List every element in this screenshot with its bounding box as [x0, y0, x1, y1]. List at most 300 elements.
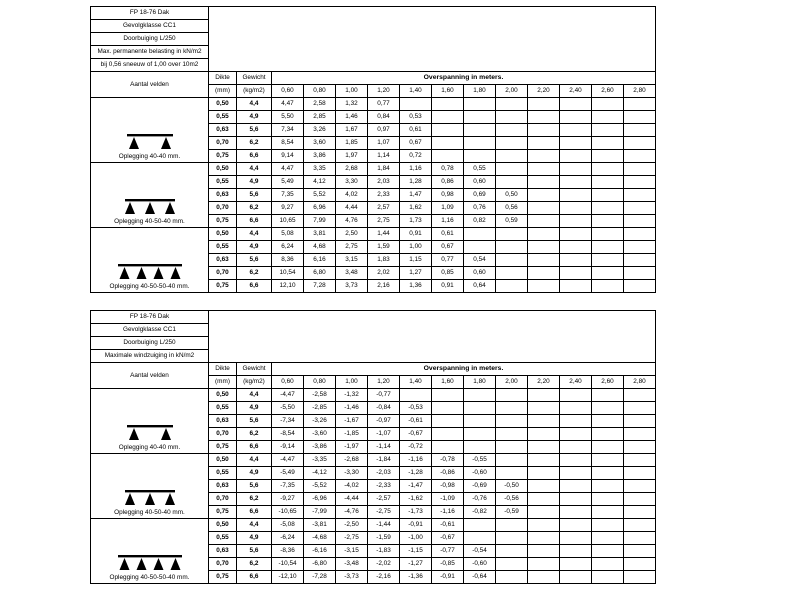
span-header: 1,60: [432, 376, 464, 389]
empty-cell: [464, 519, 496, 532]
empty-cell: [592, 111, 624, 124]
beam-icon: [118, 555, 182, 557]
support-group-cell: [91, 228, 209, 293]
dikte-cell: 0,50: [209, 98, 237, 111]
value-cell: -2,57: [368, 493, 400, 506]
value-cell: -1,36: [400, 571, 432, 584]
empty-cell: [464, 98, 496, 111]
value-cell: -4,02: [336, 480, 368, 493]
value-cell: -3,81: [304, 519, 336, 532]
empty-cell: [592, 267, 624, 280]
value-cell: 0,77: [432, 254, 464, 267]
value-cell: 7,35: [272, 189, 304, 202]
value-cell: -0,77: [368, 389, 400, 402]
value-cell: -1,28: [400, 467, 432, 480]
dikte-cell: 0,70: [209, 558, 237, 571]
empty-cell: [432, 137, 464, 150]
dikte-cell: 0,63: [209, 124, 237, 137]
span-header: 0,60: [272, 376, 304, 389]
support-triangle-icon: [145, 493, 155, 505]
aantal-velden-header: Aantal velden: [91, 72, 209, 98]
value-cell: 9,27: [272, 202, 304, 215]
beam-icon: [127, 134, 173, 136]
info-line: Gevolgklasse CC1: [91, 20, 209, 33]
dikte-cell: 0,63: [209, 189, 237, 202]
value-cell: 4,47: [272, 98, 304, 111]
value-cell: 0,54: [464, 254, 496, 267]
support-diagram-4-icon: [118, 553, 182, 571]
empty-cell: [624, 493, 656, 506]
span-header: 0,80: [304, 376, 336, 389]
value-cell: 3,60: [304, 137, 336, 150]
value-cell: -7,35: [272, 480, 304, 493]
empty-cell: [592, 163, 624, 176]
value-cell: -3,48: [336, 558, 368, 571]
empty-cell: [496, 137, 528, 150]
empty-cell: [496, 532, 528, 545]
value-cell: 3,48: [336, 267, 368, 280]
empty-cell: [624, 415, 656, 428]
value-cell: -4,47: [272, 389, 304, 402]
empty-cell: [592, 189, 624, 202]
support-caption: Oplegging 40-50-50-40 mm.: [109, 574, 190, 581]
value-cell: 3,35: [304, 163, 336, 176]
value-cell: 0,91: [400, 228, 432, 241]
value-cell: 0,77: [368, 98, 400, 111]
value-cell: -0,91: [400, 519, 432, 532]
empty-cell: [528, 189, 560, 202]
span-header: 0,80: [304, 85, 336, 98]
info-line: Maximale windzuiging in kN/m2: [91, 350, 209, 363]
empty-cell: [464, 428, 496, 441]
empty-cell: [464, 241, 496, 254]
empty-cell: [624, 441, 656, 454]
value-cell: 4,12: [304, 176, 336, 189]
value-cell: 1,67: [336, 124, 368, 137]
dikte-cell: 0,63: [209, 254, 237, 267]
gewicht-cell: 4,9: [237, 241, 272, 254]
dikte-cell: 0,70: [209, 202, 237, 215]
empty-cell: [464, 228, 496, 241]
value-cell: -3,60: [304, 428, 336, 441]
empty-cell: [560, 254, 592, 267]
value-cell: 8,36: [272, 254, 304, 267]
empty-cell: [528, 467, 560, 480]
support-triangle-icon: [125, 202, 135, 214]
value-cell: -0,86: [432, 467, 464, 480]
empty-cell: [592, 150, 624, 163]
value-cell: 0,91: [432, 280, 464, 293]
value-cell: 1,85: [336, 137, 368, 150]
value-cell: -1,46: [336, 402, 368, 415]
empty-cell: [496, 441, 528, 454]
empty-cell: [624, 189, 656, 202]
empty-cell: [496, 467, 528, 480]
empty-cell: [592, 428, 624, 441]
value-cell: 2,58: [304, 98, 336, 111]
support-triangle-icon: [125, 493, 135, 505]
value-cell: -1,32: [336, 389, 368, 402]
empty-cell: [528, 519, 560, 532]
table-row: [91, 163, 656, 176]
value-cell: 6,80: [304, 267, 336, 280]
empty-cell: [592, 571, 624, 584]
empty-cell: [432, 428, 464, 441]
value-cell: 3,73: [336, 280, 368, 293]
load-table-wind-suction: [90, 310, 656, 584]
value-cell: -1,62: [400, 493, 432, 506]
span-header: 2,00: [496, 376, 528, 389]
value-cell: -8,54: [272, 428, 304, 441]
value-cell: -4,68: [304, 532, 336, 545]
value-cell: 0,72: [400, 150, 432, 163]
dikte-cell: 0,75: [209, 441, 237, 454]
value-cell: 10,65: [272, 215, 304, 228]
value-cell: -0,78: [432, 454, 464, 467]
support-group-cell: [91, 454, 209, 519]
gewicht-cell: 6,6: [237, 571, 272, 584]
empty-cell: [624, 215, 656, 228]
gewicht-cell: 5,6: [237, 415, 272, 428]
empty-cell: [464, 441, 496, 454]
empty-cell: [560, 532, 592, 545]
empty-cell: [624, 111, 656, 124]
info-row: [91, 311, 656, 324]
support-diagram-4-icon: [118, 262, 182, 280]
empty-cell: [432, 415, 464, 428]
value-cell: -7,34: [272, 415, 304, 428]
gewicht-cell: 4,4: [237, 98, 272, 111]
empty-cell: [560, 428, 592, 441]
empty-cell: [400, 389, 432, 402]
value-cell: -1,15: [400, 545, 432, 558]
value-cell: 7,34: [272, 124, 304, 137]
empty-cell: [496, 519, 528, 532]
value-cell: 12,10: [272, 280, 304, 293]
value-cell: -0,60: [464, 467, 496, 480]
value-cell: -2,03: [368, 467, 400, 480]
value-cell: 2,02: [368, 267, 400, 280]
value-cell: 0,56: [496, 202, 528, 215]
empty-cell: [560, 189, 592, 202]
span-header: 1,00: [336, 376, 368, 389]
value-cell: 0,60: [464, 176, 496, 189]
value-cell: 3,30: [336, 176, 368, 189]
value-cell: -1,67: [336, 415, 368, 428]
overspanning-header: Overspanning in meters.: [272, 72, 656, 85]
support-group-cell: [91, 519, 209, 584]
empty-cell: [592, 519, 624, 532]
empty-cell: [496, 124, 528, 137]
empty-cell: [592, 241, 624, 254]
empty-cell: [592, 415, 624, 428]
empty-cell: [464, 137, 496, 150]
value-cell: 1,28: [400, 176, 432, 189]
value-cell: -3,73: [336, 571, 368, 584]
empty-cell: [528, 493, 560, 506]
empty-cell: [464, 415, 496, 428]
value-cell: 0,86: [432, 176, 464, 189]
empty-cell: [432, 150, 464, 163]
span-header: 2,60: [592, 376, 624, 389]
gewicht-cell: 4,4: [237, 228, 272, 241]
dikte-cell: 0,70: [209, 267, 237, 280]
value-cell: 0,82: [464, 215, 496, 228]
span-header: 2,80: [624, 85, 656, 98]
value-cell: 0,61: [432, 228, 464, 241]
empty-cell: [528, 267, 560, 280]
value-cell: -3,35: [304, 454, 336, 467]
value-cell: -0,64: [464, 571, 496, 584]
beam-icon: [118, 264, 182, 266]
support-triangle-icon: [119, 558, 129, 570]
empty-cell: [560, 506, 592, 519]
dikte-unit: (mm): [209, 376, 237, 389]
beam-icon: [125, 490, 175, 492]
value-cell: -8,36: [272, 545, 304, 558]
empty-cell: [528, 454, 560, 467]
empty-cell: [592, 215, 624, 228]
empty-cell: [528, 428, 560, 441]
value-cell: 1,46: [336, 111, 368, 124]
empty-cell: [496, 176, 528, 189]
empty-cell: [560, 519, 592, 532]
empty-cell: [624, 228, 656, 241]
empty-cell: [624, 480, 656, 493]
empty-cell: [592, 506, 624, 519]
table-row: [91, 98, 656, 111]
span-header: 1,60: [432, 85, 464, 98]
value-cell: -0,77: [432, 545, 464, 558]
value-cell: 1,83: [368, 254, 400, 267]
support-caption: Oplegging 40-40 mm.: [118, 444, 181, 451]
value-cell: -1,84: [368, 454, 400, 467]
value-cell: -7,99: [304, 506, 336, 519]
value-cell: -0,61: [400, 415, 432, 428]
empty-cell: [496, 111, 528, 124]
empty-cell: [624, 506, 656, 519]
value-cell: -0,97: [368, 415, 400, 428]
value-cell: -0,98: [432, 480, 464, 493]
info-line: FP 18-76 Dak: [91, 311, 209, 324]
empty-cell: [496, 571, 528, 584]
value-cell: -0,72: [400, 441, 432, 454]
empty-cell: [592, 124, 624, 137]
value-cell: -1,09: [432, 493, 464, 506]
empty-cell: [496, 254, 528, 267]
empty-cell: [560, 493, 592, 506]
support-triangle-icon: [145, 202, 155, 214]
empty-cell: [560, 415, 592, 428]
value-cell: -9,14: [272, 441, 304, 454]
empty-cell: [496, 545, 528, 558]
empty-cell: [528, 441, 560, 454]
empty-cell: [528, 228, 560, 241]
value-cell: 0,55: [464, 163, 496, 176]
dikte-cell: 0,55: [209, 532, 237, 545]
empty-cell: [528, 163, 560, 176]
value-cell: -1,44: [368, 519, 400, 532]
value-cell: 9,14: [272, 150, 304, 163]
empty-cell: [624, 519, 656, 532]
value-cell: -3,15: [336, 545, 368, 558]
empty-cell: [624, 467, 656, 480]
empty-cell: [592, 480, 624, 493]
empty-cell: [560, 389, 592, 402]
value-cell: 0,50: [496, 189, 528, 202]
dikte-cell: 0,50: [209, 389, 237, 402]
beam-icon: [127, 425, 173, 427]
support-diagram: [93, 262, 206, 280]
value-cell: -0,84: [368, 402, 400, 415]
value-cell: -0,60: [464, 558, 496, 571]
value-cell: 1,00: [400, 241, 432, 254]
value-cell: -2,68: [336, 454, 368, 467]
support-triangle-icon: [129, 428, 139, 440]
span-header: 1,40: [400, 376, 432, 389]
dikte-cell: 0,75: [209, 506, 237, 519]
span-header: 1,00: [336, 85, 368, 98]
value-cell: 1,44: [368, 228, 400, 241]
span-header: 2,00: [496, 85, 528, 98]
empty-cell: [624, 558, 656, 571]
table-row: [91, 519, 656, 532]
dikte-cell: 0,75: [209, 150, 237, 163]
value-cell: 3,86: [304, 150, 336, 163]
gewicht-cell: 4,9: [237, 402, 272, 415]
blank-area: [209, 7, 656, 72]
value-cell: 7,28: [304, 280, 336, 293]
value-cell: 3,81: [304, 228, 336, 241]
empty-cell: [592, 558, 624, 571]
value-cell: 1,73: [400, 215, 432, 228]
empty-cell: [432, 124, 464, 137]
gewicht-cell: 6,2: [237, 267, 272, 280]
value-cell: 4,44: [336, 202, 368, 215]
info-line: FP 18-76 Dak: [91, 7, 209, 20]
dikte-unit: (mm): [209, 85, 237, 98]
empty-cell: [592, 280, 624, 293]
support-caption: Oplegging 40-50-40 mm.: [114, 218, 185, 225]
value-cell: 2,75: [368, 215, 400, 228]
info-line: Max. permanente belasting in kN/m2: [91, 46, 209, 59]
value-cell: -4,44: [336, 493, 368, 506]
empty-cell: [528, 480, 560, 493]
empty-cell: [592, 467, 624, 480]
empty-cell: [528, 254, 560, 267]
value-cell: 1,32: [336, 98, 368, 111]
support-triangle-icon: [136, 558, 146, 570]
dikte-cell: 0,50: [209, 163, 237, 176]
empty-cell: [528, 545, 560, 558]
gewicht-cell: 4,9: [237, 467, 272, 480]
empty-cell: [496, 98, 528, 111]
value-cell: -1,85: [336, 428, 368, 441]
empty-cell: [592, 402, 624, 415]
empty-cell: [592, 545, 624, 558]
value-cell: 3,26: [304, 124, 336, 137]
empty-cell: [624, 137, 656, 150]
empty-cell: [624, 254, 656, 267]
empty-cell: [528, 389, 560, 402]
dikte-cell: 0,63: [209, 415, 237, 428]
value-cell: 5,50: [272, 111, 304, 124]
value-cell: 0,85: [432, 267, 464, 280]
dikte-cell: 0,75: [209, 571, 237, 584]
span-header: 1,40: [400, 85, 432, 98]
support-triangle-icon: [161, 428, 171, 440]
empty-cell: [464, 124, 496, 137]
empty-cell: [592, 228, 624, 241]
value-cell: 0,59: [496, 215, 528, 228]
value-cell: 5,52: [304, 189, 336, 202]
value-cell: -6,96: [304, 493, 336, 506]
empty-cell: [560, 98, 592, 111]
value-cell: -9,27: [272, 493, 304, 506]
load-table-permanent: [90, 6, 656, 293]
value-cell: -1,73: [400, 506, 432, 519]
empty-cell: [496, 402, 528, 415]
value-cell: -0,54: [464, 545, 496, 558]
value-cell: -1,27: [400, 558, 432, 571]
dikte-cell: 0,50: [209, 228, 237, 241]
empty-cell: [432, 389, 464, 402]
empty-cell: [592, 202, 624, 215]
span-header: 2,20: [528, 85, 560, 98]
empty-cell: [496, 415, 528, 428]
support-triangle-icon: [165, 202, 175, 214]
value-cell: 2,85: [304, 111, 336, 124]
dikte-cell: 0,70: [209, 493, 237, 506]
empty-cell: [592, 254, 624, 267]
value-cell: 5,08: [272, 228, 304, 241]
value-cell: -2,75: [336, 532, 368, 545]
empty-cell: [464, 532, 496, 545]
empty-cell: [432, 98, 464, 111]
support-diagram-3-icon: [125, 488, 175, 506]
value-cell: 1,15: [400, 254, 432, 267]
empty-cell: [560, 111, 592, 124]
value-cell: -3,26: [304, 415, 336, 428]
value-cell: 3,15: [336, 254, 368, 267]
support-triangle-icon: [136, 267, 146, 279]
empty-cell: [432, 441, 464, 454]
value-cell: -5,52: [304, 480, 336, 493]
value-cell: 0,76: [464, 202, 496, 215]
support-triangle-icon: [170, 267, 180, 279]
empty-cell: [528, 111, 560, 124]
value-cell: 2,16: [368, 280, 400, 293]
empty-cell: [528, 215, 560, 228]
dikte-cell: 0,70: [209, 428, 237, 441]
empty-cell: [624, 389, 656, 402]
empty-cell: [560, 558, 592, 571]
value-cell: -1,97: [336, 441, 368, 454]
value-cell: 6,96: [304, 202, 336, 215]
gewicht-cell: 4,9: [237, 176, 272, 189]
support-diagram: [93, 488, 206, 506]
empty-cell: [624, 176, 656, 189]
value-cell: -4,47: [272, 454, 304, 467]
value-cell: 2,50: [336, 228, 368, 241]
gewicht-cell: 6,6: [237, 506, 272, 519]
beam-icon: [125, 199, 175, 201]
value-cell: 1,07: [368, 137, 400, 150]
empty-cell: [496, 228, 528, 241]
value-cell: 1,27: [400, 267, 432, 280]
gewicht-cell: 6,2: [237, 137, 272, 150]
value-cell: 0,84: [368, 111, 400, 124]
